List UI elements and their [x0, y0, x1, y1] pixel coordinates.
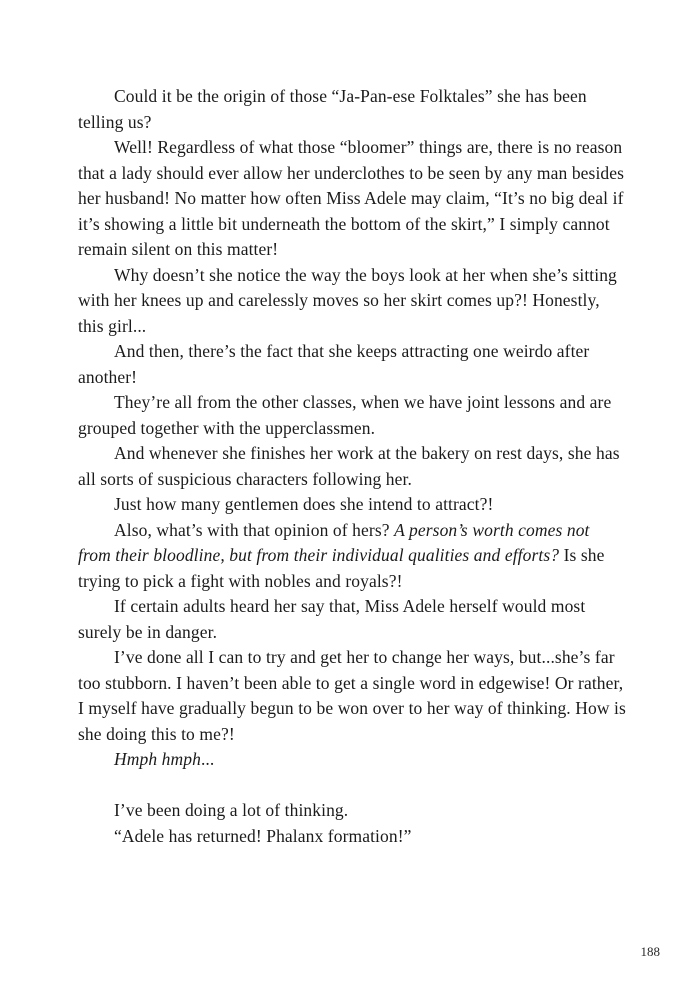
- body-text: They’re all from the other classes, when we have joint lessons and are grouped together with the upperclassmen.: [78, 392, 612, 438]
- body-text: If certain adults heard her say that, Miss Adele herself would most surely be in danger.: [78, 596, 586, 642]
- paragraph: [78, 492, 626, 518]
- blank-line: [78, 773, 626, 799]
- body-text: And whenever she finishes her work at the bakery on rest days, she has all sorts of suspicious characters following her.: [78, 443, 620, 489]
- body-text: Could it be the origin of those “Ja-Pan-ese Folktales” she has been telling us?: [78, 86, 587, 132]
- italic-text: Hmph hmph: [114, 749, 201, 769]
- paragraph: [78, 263, 626, 340]
- paragraph: [78, 390, 626, 441]
- body-text: I’ve done all I can to try and get her to change her ways, but...she’s far too stubborn. I haven’t been able to get a single word in edgewise! Or rather, I myself have gradually begun to be won over to her way of thinking. How is she doing this to me?!: [78, 647, 626, 744]
- body-text: Just how many gentlemen does she intend to attract?!: [114, 494, 494, 514]
- body-text: “Adele has returned! Phalanx formation!”: [114, 825, 412, 846]
- paragraph: [78, 798, 626, 824]
- paragraph: [78, 135, 626, 263]
- paragraph: [78, 747, 626, 773]
- body-text: I’ve been doing a lot of thinking.: [114, 800, 349, 820]
- paragraph: [78, 441, 626, 492]
- paragraph: [78, 594, 626, 645]
- paragraph: [78, 518, 626, 595]
- body-text: Why doesn’t she notice the way the boys look at her when she’s sitting with her knees up and carelessly moves so her skirt comes up?! Honestly, this girl...: [78, 264, 617, 336]
- paragraph: [78, 84, 626, 135]
- body-text: And then, there’s the fact that she keeps attracting one weirdo after another!: [78, 341, 590, 387]
- body-text: Is she trying to pick a fight with nobles and royals?!: [78, 545, 605, 591]
- body-text: ...: [200, 749, 215, 769]
- body-text: Well! Regardless of what those “bloomer” things are, there is no reason that a lady should ever allow her underclothes to be seen by any man besides her husband! No matter how often Miss Adele may claim, “It’s no big deal if it’s showing a little bit underneath the bottom of the skirt,” I simply cannot remain silent on this matter!: [78, 137, 625, 259]
- text-block: [78, 84, 626, 849]
- body-text: Also, what’s with that opinion of hers?: [114, 519, 395, 540]
- paragraph: [78, 645, 626, 747]
- paragraph: [78, 339, 626, 390]
- page-number: 188: [640, 944, 660, 959]
- italic-text: A person’s worth comes not from their bloodline, but from their individual qualities and efforts?: [78, 519, 590, 565]
- paragraph: [78, 824, 626, 850]
